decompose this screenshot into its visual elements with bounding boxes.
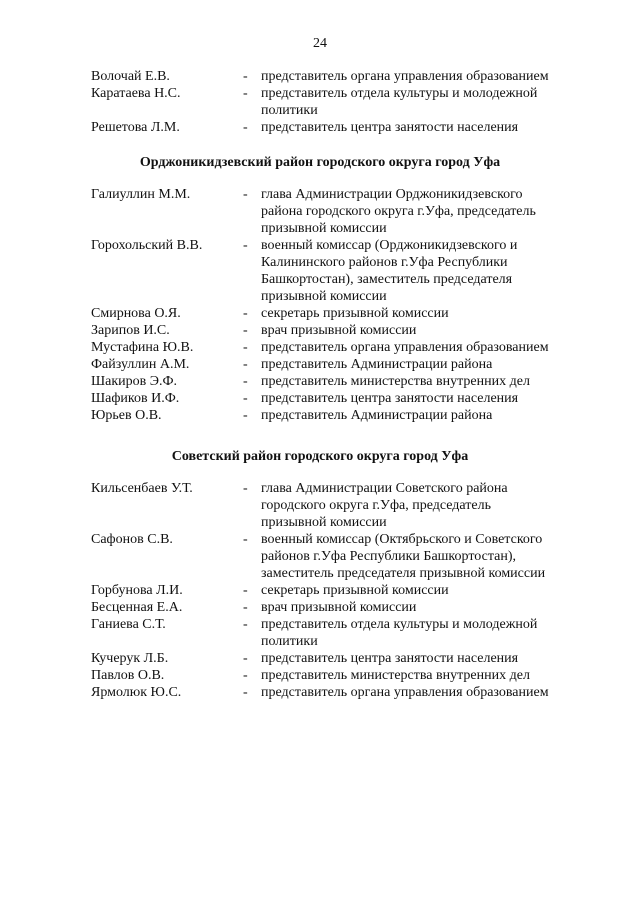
member-dash: -: [243, 617, 248, 632]
member-dash: -: [243, 391, 248, 406]
member-entry: [0, 373, 640, 390]
member-entry: [0, 237, 640, 305]
member-entry: [0, 667, 640, 684]
member-entry: [0, 322, 640, 339]
member-role: представитель центра занятости населения: [261, 120, 519, 135]
member-name: Горбунова Л.И.: [91, 583, 183, 598]
member-role: представитель центра занятости населения: [261, 651, 519, 666]
member-entry: [0, 531, 640, 582]
member-entry: [0, 339, 640, 356]
member-name: Файзуллин А.М.: [91, 357, 190, 372]
member-dash: -: [243, 651, 248, 666]
member-dash: -: [243, 187, 248, 202]
member-role: военный комиссар (Орджоникидзевского и Калининского районов г.Уфа Республики Башкортостан), заместитель председателя призывной комиссии: [261, 238, 518, 304]
member-name: Кильсенбаев У.Т.: [91, 481, 193, 496]
member-role: представитель министерства внутренних дел: [261, 668, 530, 683]
member-role: представитель центра занятости населения: [261, 391, 519, 406]
member-dash: -: [243, 600, 248, 615]
member-name: Мустафина Ю.В.: [91, 340, 194, 355]
member-dash: -: [243, 374, 248, 389]
member-role: военный комиссар (Октябрьского и Советского районов г.Уфа Республики Башкортостан), заместитель председателя призывной комиссии: [261, 532, 546, 581]
member-dash: -: [243, 685, 248, 700]
member-dash: -: [243, 532, 248, 547]
section-heading-sovetsky: Советский район городского округа город Уфа: [171, 449, 469, 464]
member-role: врач призывной комиссии: [261, 323, 417, 338]
member-role: представитель министерства внутренних дел: [261, 374, 530, 389]
member-entry: [0, 186, 640, 237]
member-dash: -: [243, 357, 248, 372]
member-role: представитель отдела культуры и молодежной политики: [261, 617, 538, 649]
member-entry: [0, 616, 640, 650]
member-name: Галиуллин М.М.: [91, 187, 191, 202]
member-dash: -: [243, 69, 248, 84]
member-role: представитель Администрации района: [261, 357, 493, 372]
member-entry: [0, 480, 640, 531]
member-role: представитель органа управления образованием: [261, 685, 549, 700]
member-entry: [0, 599, 640, 616]
member-role: глава Администрации Орджоникидзевского района городского округа г.Уфа, председатель призывной комиссии: [261, 187, 536, 236]
member-role: врач призывной комиссии: [261, 600, 417, 615]
member-dash: -: [243, 238, 248, 253]
member-name: Сафонов С.В.: [91, 532, 173, 547]
member-role: секретарь призывной комиссии: [261, 306, 449, 321]
section-continued: [0, 68, 640, 136]
member-name: Кучерук Л.Б.: [91, 651, 169, 666]
member-entry: [0, 356, 640, 373]
member-name: Шакиров Э.Ф.: [91, 374, 178, 389]
member-role: секретарь призывной комиссии: [261, 583, 449, 598]
member-entry: [0, 305, 640, 322]
member-dash: -: [243, 668, 248, 683]
member-entry: [0, 68, 640, 85]
member-dash: -: [243, 583, 248, 598]
member-name: Ярмолюк Ю.С.: [91, 685, 182, 700]
member-entry: [0, 85, 640, 119]
member-dash: -: [243, 481, 248, 496]
member-entry: [0, 684, 640, 701]
member-dash: -: [243, 306, 248, 321]
member-dash: -: [243, 323, 248, 338]
member-role: представитель отдела культуры и молодежной политики: [261, 86, 538, 118]
member-role: представитель органа управления образованием: [261, 69, 549, 84]
member-name: Шафиков И.Ф.: [91, 391, 180, 406]
section-ordzhonikidzevsky: [0, 186, 640, 424]
page-number: 24: [313, 36, 327, 51]
member-entry: [0, 390, 640, 407]
member-name: Павлов О.В.: [91, 668, 165, 683]
member-name: Волочай Е.В.: [91, 69, 170, 84]
member-dash: -: [243, 340, 248, 355]
member-dash: -: [243, 86, 248, 101]
member-dash: -: [243, 120, 248, 135]
member-name: Решетова Л.М.: [91, 120, 180, 135]
member-name: Бесценная Е.А.: [91, 600, 183, 615]
member-name: Смирнова О.Я.: [91, 306, 181, 321]
member-entry: [0, 650, 640, 667]
member-dash: -: [243, 408, 248, 423]
member-role: представитель Администрации района: [261, 408, 493, 423]
member-name: Зарипов И.С.: [91, 323, 170, 338]
member-entry: [0, 407, 640, 424]
member-name: Каратаева Н.С.: [91, 86, 181, 101]
member-role: глава Администрации Советского района городского округа г.Уфа, председатель призывной комиссии: [261, 481, 508, 530]
member-name: Юрьев О.В.: [91, 408, 162, 423]
member-entry: [0, 582, 640, 599]
member-entry: [0, 119, 640, 136]
member-role: представитель органа управления образованием: [261, 340, 549, 355]
section-sovetsky: [0, 480, 640, 701]
section-heading-ordzhonikidzevsky: Орджоникидзевский район городского округа город Уфа: [139, 155, 501, 170]
member-name: Ганиева С.Т.: [91, 617, 166, 632]
member-name: Горохольский В.В.: [91, 238, 203, 253]
